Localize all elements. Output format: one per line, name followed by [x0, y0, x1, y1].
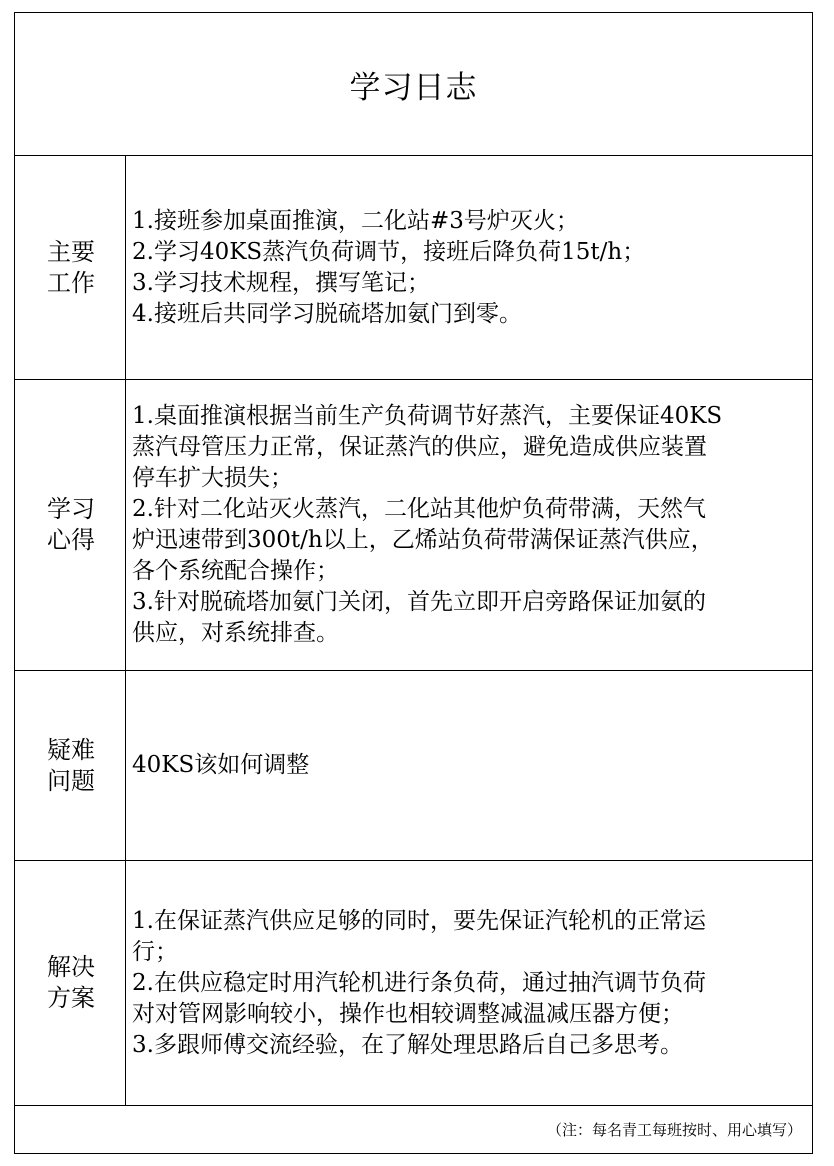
content-line: 炉迅速带到300t/h以上，乙烯站负荷带满保证蒸汽供应，: [132, 527, 714, 553]
content-cell-solutions: [126, 861, 812, 1105]
content-line: 供应，对系统排查。: [132, 620, 339, 646]
label-solutions: 解决 方案: [47, 953, 95, 1012]
label-problems: 疑难 问题: [47, 735, 95, 795]
row-solutions: [15, 861, 812, 1106]
content-line: 1.接班参加桌面推演，二化站#3号炉灭火；: [132, 207, 579, 234]
label-learning: 学习 心得: [47, 495, 95, 554]
content-solutions: [132, 906, 808, 1061]
label-cell-problems: [15, 671, 126, 860]
footer-note: （注：每名青工每班按时、用心填写）: [546, 1121, 802, 1139]
content-learning: [132, 401, 808, 649]
content-line: 1.桌面推演根据当前生产负荷调节好蒸汽，主要保证40KS: [132, 403, 723, 429]
content-line: 3.学习技术规程，撰写笔记；: [132, 269, 430, 296]
row-problems: [15, 671, 812, 861]
content-line: 行；: [132, 938, 178, 965]
form-title: 学习日志: [349, 69, 478, 106]
content-line: 2.在供应稳定时用汽轮机进行条负荷，通过抽汽调节负荷: [132, 969, 706, 996]
title-row: [15, 13, 812, 156]
content-line: 1.在保证蒸汽供应足够的同时，要先保证汽轮机的正常运: [132, 907, 706, 934]
content-cell-problems: [126, 671, 812, 860]
content-cell-main-work: [126, 156, 812, 379]
content-line: 对对管网影响较小，操作也相较调整减温减压器方便；: [132, 1000, 684, 1027]
content-line: 2.针对二化站灭火蒸汽，二化站其他炉负荷带满，天然气: [132, 496, 706, 522]
note-row: [15, 1106, 812, 1153]
content-line: 3.多跟师傅交流经验，在了解处理思路后自己多思考。: [132, 1031, 683, 1058]
label-main-work: 主要 工作: [47, 237, 95, 297]
content-main-work: [132, 206, 808, 330]
row-learning: [15, 380, 812, 671]
content-line: 停车扩大损失；: [132, 465, 293, 491]
content-cell-learning: [126, 380, 812, 670]
study-log-form: [14, 12, 813, 1154]
content-problems: [132, 750, 808, 781]
label-cell-learning: [15, 380, 126, 670]
row-main-work: [15, 156, 812, 380]
content-line: 2.学习40KS蒸汽负荷调节，接班后降负荷15t/h；: [132, 238, 646, 265]
content-line: 3.针对脱硫塔加氨门关闭，首先立即开启旁路保证加氨的: [132, 589, 706, 615]
label-cell-solutions: [15, 861, 126, 1105]
content-line: 4.接班后共同学习脱硫塔加氨门到零。: [132, 300, 522, 327]
content-line: 各个系统配合操作；: [132, 558, 339, 584]
content-line: 蒸汽母管压力正常，保证蒸汽的供应，避免造成供应装置: [132, 434, 707, 460]
label-cell-main-work: [15, 156, 126, 379]
content-line: 40KS该如何调整: [132, 752, 310, 778]
